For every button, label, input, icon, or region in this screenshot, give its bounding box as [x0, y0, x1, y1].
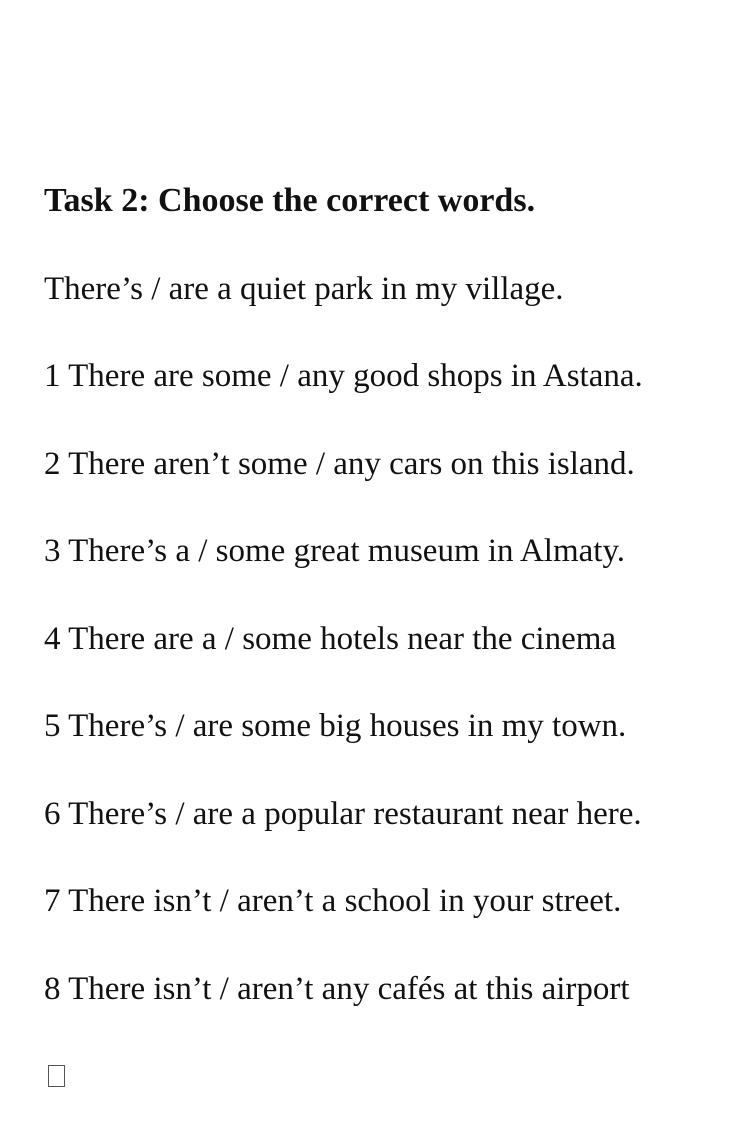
exercise-item-3: 3 There’s a / some great museum in Almaty.	[44, 533, 626, 569]
exercise-item-8: 8 There isn’t / aren’t any cafés at this airport	[44, 971, 630, 1007]
exercise-item-1: 1 There are some / any good shops in Astana.	[44, 358, 643, 394]
example-sentence: There’s / are a quiet park in my village.	[44, 271, 564, 307]
exercise-item-2: 2 There aren’t some / any cars on this island.	[44, 446, 635, 482]
exercise-item-6: 6 There’s / are a popular restaurant near here.	[44, 796, 642, 832]
empty-box-icon	[48, 1065, 65, 1087]
exercise-item-4: 4 There are a / some hotels near the cinema	[44, 621, 617, 657]
exercise-item-7: 7 There isn’t / aren’t a school in your street.	[44, 883, 622, 919]
task-title: Task 2: Choose the correct words.	[44, 182, 536, 219]
exercise-item-5: 5 There’s / are some big houses in my town.	[44, 708, 627, 744]
